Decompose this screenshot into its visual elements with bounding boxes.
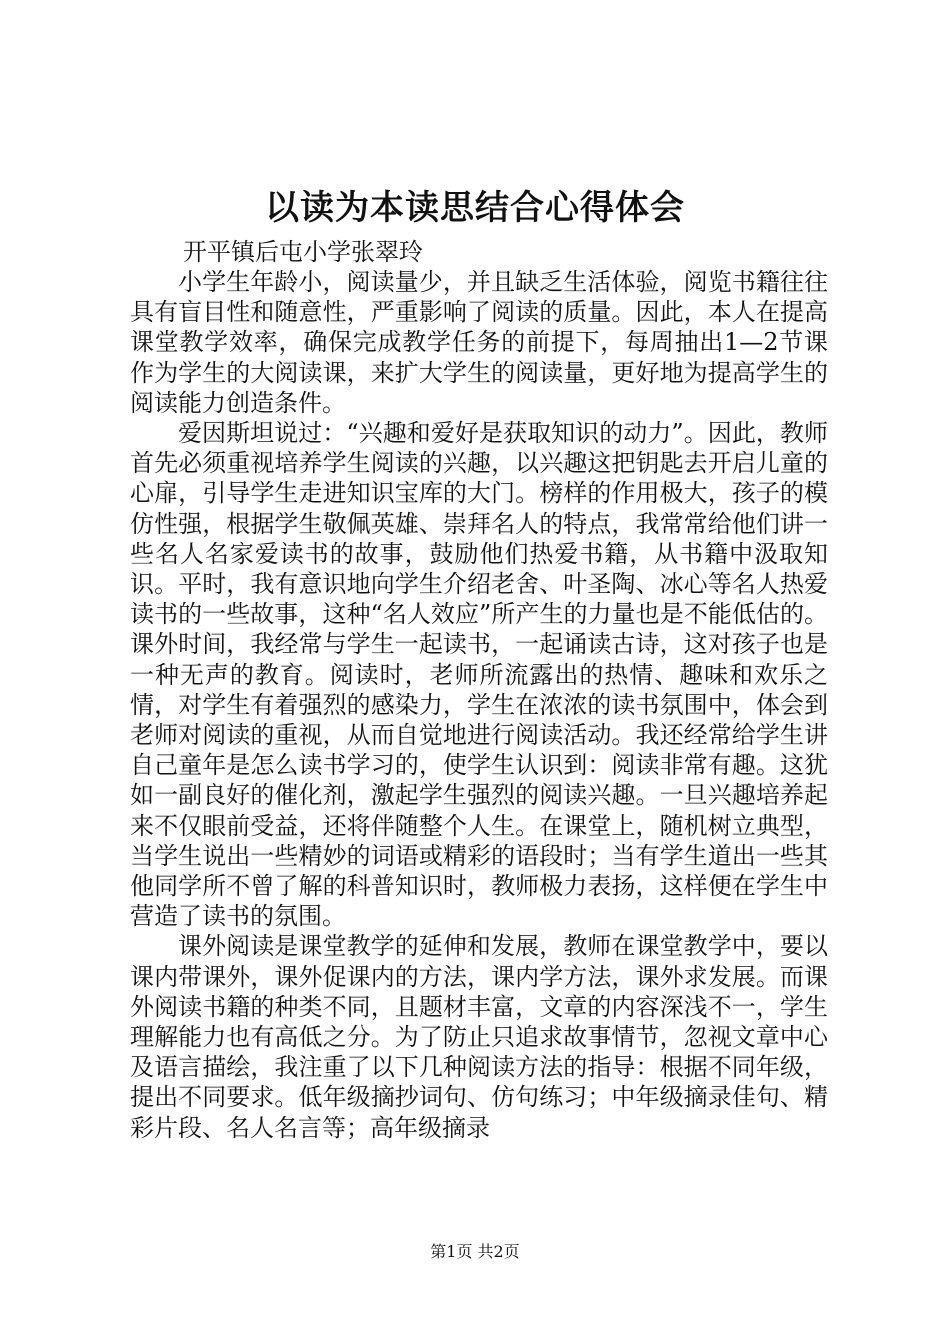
paragraph: 课外阅读是课堂教学的延伸和发展，教师在课堂教学中，要以课内带课外，课外促课内的方法，课内学方法，课外求发展。而课外阅读书籍的种类不同，且题材丰富，文章的内容深浅不一，学生理解能力也有高低之分。为了防止只追求故事情节，忽视文章中心及语言描绘，我注重了以下几种阅读方法的指导：根据不同年级，提出不同要求。低年级摘抄词句、仿句练习；中年级摘录佳句、精彩片段、名人名言等；高年级摘录 xyxy=(130,932,828,1142)
page-footer: 第1页 共2页 xyxy=(430,1242,520,1261)
paragraph: 小学生年龄小，阅读量少，并且缺乏生活体验，阅览书籍往往具有盲目性和随意性，严重影响了阅读的质量。因此，本人在提高课堂教学效率，确保完成教学任务的前提下，每周抽出1—2节课作为学生的大阅读课，来扩大学生的阅读量，更好地为提高学生的阅读能力创造条件。 xyxy=(130,268,828,417)
document-body xyxy=(130,267,828,1143)
author-line: 开平镇后屯小学张翠玲 xyxy=(183,238,423,266)
document-title: 以读为本读思结合心得体会 xyxy=(265,188,685,228)
paragraph: 爱因斯坦说过：“兴趣和爱好是获取知识的动力”。因此，教师首先必须重视培养学生阅读的兴趣，以兴趣这把钥匙去开启儿童的心扉，引导学生走进知识宝库的大门。榜样的作用极大，孩子的模仿性强，根据学生敬佩英雄、崇拜名人的特点，我常常给他们讲一些名人名家爱读书的故事，鼓励他们热爱书籍，从书籍中汲取知识。平时，我有意识地向学生介绍老舍、叶圣陶、冰心等名人热爱读书的一些故事，这种“名人效应”所产生的力量也是不能低估的。课外时间，我经常与学生一起读书，一起诵读古诗，这对孩子也是一种无声的教育。阅读时，老师所流露出的热情、趣味和欢乐之情，对学生有着强烈的感染力，学生在浓浓的读书氛围中，体会到老师对阅读的重视，从而自觉地进行阅读活动。我还经常给学生讲自己童年是怎么读书学习的，使学生认识到：阅读非常有趣。这犹如一副良好的催化剂，激起学生强烈的阅读兴趣。一旦兴趣培养起来不仅眼前受益，还将伴随整个人生。在课堂上，随机树立典型，当学生说出一些精妙的词语或精彩的语段时；当有学生道出一些其他同学所不曾了解的科普知识时，教师极力表扬，这样便在学生中营造了读书的氛围。 xyxy=(130,419,828,931)
